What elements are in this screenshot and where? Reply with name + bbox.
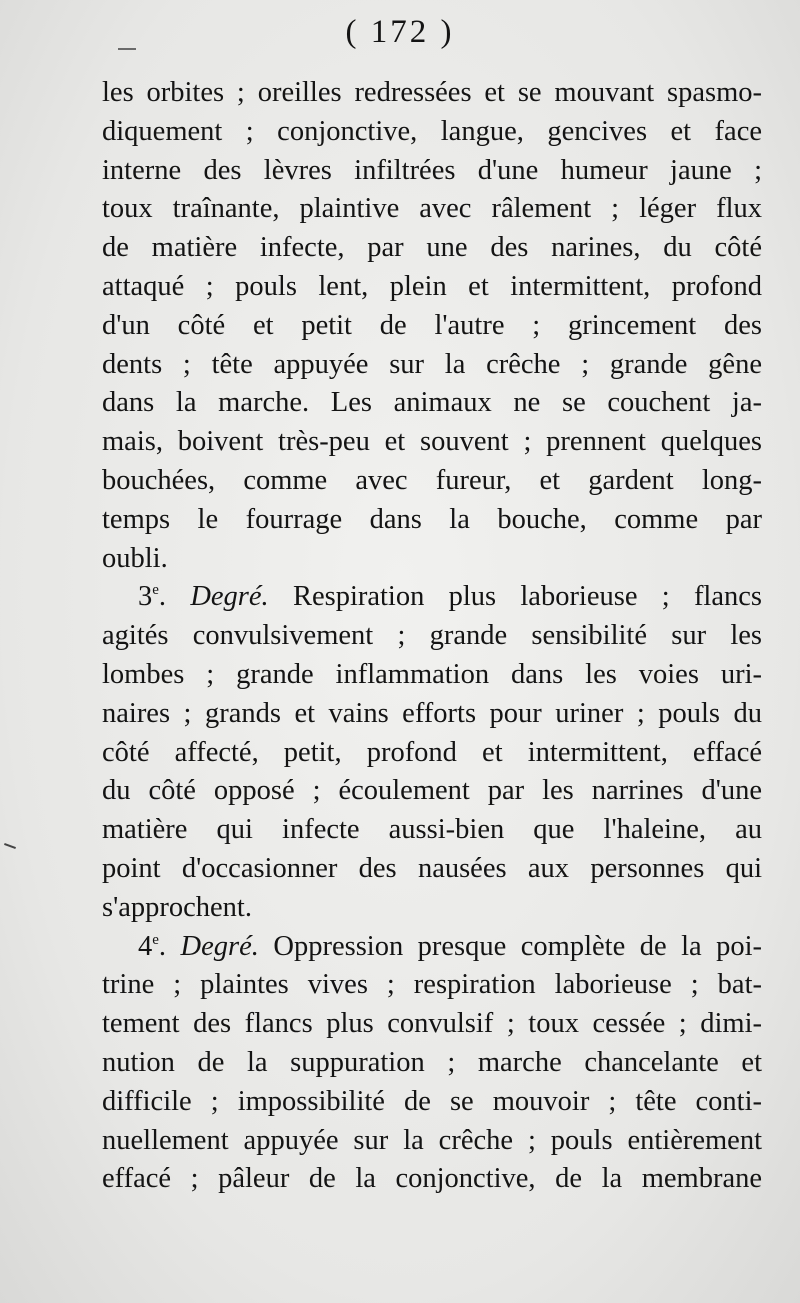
text-line: matière qui infecte aussi-bien que l'haleine, au — [102, 814, 762, 846]
text-line: bouchées, comme avec fureur, et gardent long- — [102, 464, 762, 496]
degree-label: Degré. — [190, 581, 269, 613]
degree-number: 4e. — [138, 930, 181, 962]
degree-label: Degré. — [180, 930, 259, 962]
body-text — [102, 74, 762, 1199]
text-line: naires ; grands et vains efforts pour uriner ; pouls du — [102, 697, 762, 729]
text-line: d'un côté et petit de l'autre ; grincement des — [102, 309, 762, 341]
text-line: agités convulsivement ; grande sensibilité sur les — [102, 620, 762, 652]
text-line: toux traînante, plaintive avec râlement ; léger flux — [102, 193, 762, 225]
text-line: de matière infecte, par une des narines, du côté — [102, 232, 762, 264]
text-line: lombes ; grande inflammation dans les voies uri- — [102, 658, 762, 690]
text-line: trine ; plaintes vives ; respiration laborieuse ; bat- — [102, 969, 762, 1001]
text-line: nuellement appuyée sur la crêche ; pouls entièrement — [102, 1124, 762, 1156]
text-line: effacé ; pâleur de la conjonctive, de la membrane — [102, 1163, 762, 1195]
text-line: interne des lèvres infiltrées d'une humeur jaune ; — [102, 154, 762, 186]
text-line: mais, boivent très-peu et souvent ; prennent quelques — [102, 426, 762, 458]
text-line: dans la marche. Les animaux ne se couchent ja- — [102, 387, 762, 419]
text-line: côté affecté, petit, profond et intermittent, effacé — [102, 736, 762, 768]
degree-number: 3e. — [138, 581, 191, 613]
degree-heading-line: 3e. Degré. Respiration plus laborieuse ; flancs — [138, 581, 762, 613]
degree-heading-line: 4e. Degré. Oppression presque complète de la poi- — [138, 930, 763, 962]
page-number: ( 172 ) — [345, 14, 455, 50]
text-line: diquement ; conjonctive, langue, gencives et face — [102, 115, 762, 147]
text-line: attaqué ; pouls lent, plein et intermittent, profond — [102, 270, 762, 302]
text-line: tement des flancs plus convulsif ; toux cessée ; dimi- — [102, 1008, 762, 1040]
text-line: temps le fourrage dans la bouche, comme par — [102, 503, 762, 535]
text-line: dents ; tête appuyée sur la crêche ; grande gêne — [102, 348, 762, 380]
text-line: s'approchent. — [102, 891, 252, 923]
text-line: les orbites ; oreilles redressées et se mouvant spasmo- — [102, 77, 762, 108]
text-line: point d'occasionner des nausées aux personnes qui — [102, 852, 762, 884]
margin-mark — [4, 843, 16, 849]
text-line: nution de la suppuration ; marche chancelante et — [102, 1046, 762, 1078]
text-line: oubli. — [102, 542, 168, 574]
text-line: difficile ; impossibilité de se mouvoir ; tête conti- — [102, 1085, 762, 1117]
text-line: du côté opposé ; écoulement par les narrines d'une — [102, 775, 762, 807]
